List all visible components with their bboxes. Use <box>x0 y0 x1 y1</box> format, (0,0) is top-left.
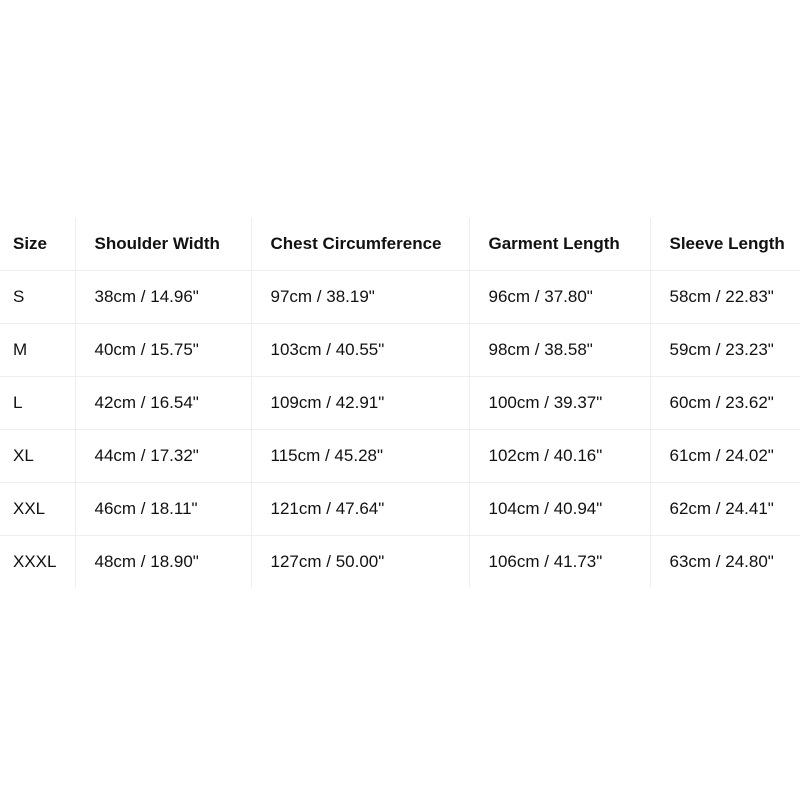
cell-sleeve-length: 59cm / 23.23" <box>650 324 800 377</box>
header-shoulder-width: Shoulder Width <box>75 218 251 271</box>
cell-sleeve-length: 63cm / 24.80" <box>650 536 800 589</box>
cell-shoulder-width: 48cm / 18.90" <box>75 536 251 589</box>
cell-shoulder-width: 46cm / 18.11" <box>75 483 251 536</box>
cell-sleeve-length: 62cm / 24.41" <box>650 483 800 536</box>
header-garment-length: Garment Length <box>469 218 650 271</box>
cell-size: S <box>0 271 75 324</box>
table-row <box>0 324 800 377</box>
cell-chest-circumference: 127cm / 50.00" <box>251 536 469 589</box>
cell-shoulder-width: 40cm / 15.75" <box>75 324 251 377</box>
header-row <box>0 218 800 271</box>
header-chest-circumference: Chest Circumference <box>251 218 469 271</box>
table-row <box>0 377 800 430</box>
cell-shoulder-width: 44cm / 17.32" <box>75 430 251 483</box>
table-row <box>0 483 800 536</box>
cell-chest-circumference: 109cm / 42.91" <box>251 377 469 430</box>
cell-shoulder-width: 38cm / 14.96" <box>75 271 251 324</box>
cell-garment-length: 96cm / 37.80" <box>469 271 650 324</box>
table-row <box>0 430 800 483</box>
size-chart-body <box>0 271 800 589</box>
size-chart-header <box>0 218 800 271</box>
cell-sleeve-length: 61cm / 24.02" <box>650 430 800 483</box>
cell-size: XXXL <box>13 552 57 571</box>
cell-chest-circumference: 121cm / 47.64" <box>251 483 469 536</box>
cell-garment-length: 100cm / 39.37" <box>469 377 650 430</box>
header-size: Size <box>0 218 75 271</box>
header-sleeve-length: Sleeve Length <box>650 218 800 271</box>
cell-size: XL <box>0 430 75 483</box>
cell-size: M <box>0 324 75 377</box>
cell-size: XXL <box>0 483 75 536</box>
cell-garment-length: 102cm / 40.16" <box>469 430 650 483</box>
cell-shoulder-width: 42cm / 16.54" <box>75 377 251 430</box>
table-row <box>0 536 800 589</box>
table-row <box>0 271 800 324</box>
cell-chest-circumference: 115cm / 45.28" <box>251 430 469 483</box>
cell-sleeve-length: 58cm / 22.83" <box>650 271 800 324</box>
cell-size: L <box>0 377 75 430</box>
size-chart-table <box>0 218 800 588</box>
cell-garment-length: 98cm / 38.58" <box>469 324 650 377</box>
cell-chest-circumference: 103cm / 40.55" <box>251 324 469 377</box>
cell-sleeve-length: 60cm / 23.62" <box>650 377 800 430</box>
cell-garment-length: 106cm / 41.73" <box>469 536 650 589</box>
cell-chest-circumference: 97cm / 38.19" <box>251 271 469 324</box>
cell-garment-length: 104cm / 40.94" <box>469 483 650 536</box>
